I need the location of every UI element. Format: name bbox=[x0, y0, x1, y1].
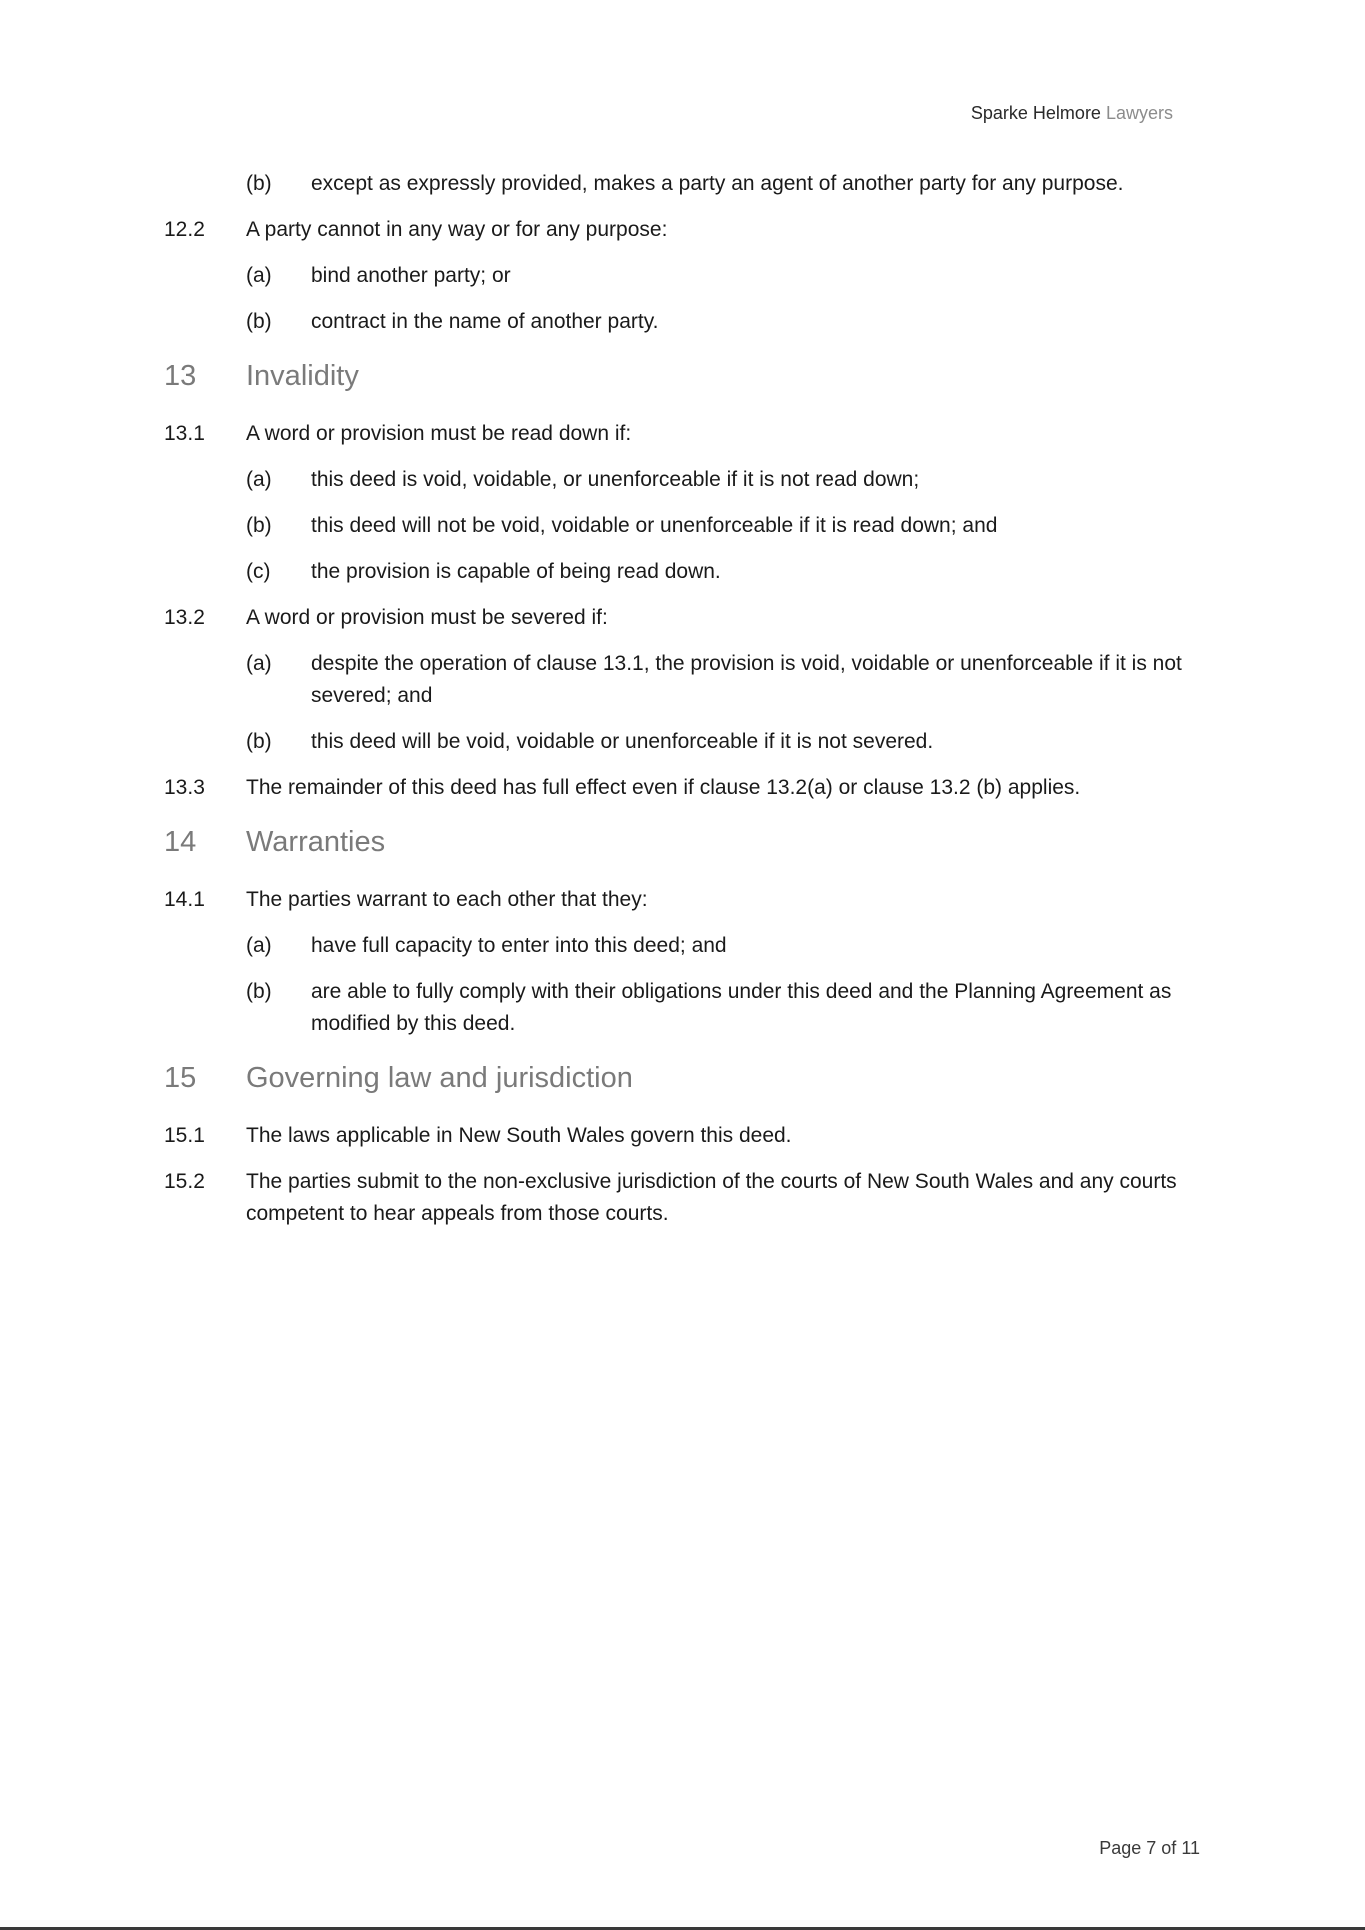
clause-number: 13.1 bbox=[164, 422, 205, 445]
clause-14-1-a bbox=[164, 930, 1204, 962]
clause-text: The parties warrant to each other that they: bbox=[246, 888, 648, 911]
clause-12-1-b bbox=[164, 168, 1204, 200]
clause-15-2 bbox=[164, 1166, 1204, 1230]
clause-label: (a) bbox=[246, 264, 272, 287]
clause-text: contract in the name of another party. bbox=[311, 310, 659, 333]
clause-14-1-b bbox=[164, 976, 1204, 1040]
clause-text: despite the operation of clause 13.1, the provision is void, voidable or unenforceable if it is not severed; and bbox=[311, 652, 1182, 707]
clause-text: A word or provision must be read down if: bbox=[246, 422, 632, 445]
clause-text: have full capacity to enter into this deed; and bbox=[311, 934, 727, 957]
clause-12-2-a bbox=[164, 260, 1204, 292]
clause-text: the provision is capable of being read down. bbox=[311, 560, 721, 583]
clause-number: 14.1 bbox=[164, 888, 205, 911]
clause-number: 12.2 bbox=[164, 218, 205, 241]
clause-text: are able to fully comply with their obligations under this deed and the Planning Agreement as modified by this deed. bbox=[311, 980, 1172, 1035]
section-heading-13 bbox=[164, 356, 1204, 396]
clause-text: except as expressly provided, makes a party an agent of another party for any purpose. bbox=[311, 172, 1124, 195]
section-number: 13 bbox=[164, 360, 197, 392]
clause-text: The parties submit to the non-exclusive jurisdiction of the courts of New South Wales and any courts competent to hear appeals from those courts. bbox=[246, 1170, 1177, 1225]
clause-label: (a) bbox=[246, 934, 272, 957]
clause-label: (b) bbox=[246, 310, 272, 333]
section-title: Warranties bbox=[246, 826, 386, 858]
section-heading-14 bbox=[164, 822, 1204, 862]
clause-13-2-b bbox=[164, 726, 1204, 758]
firm-name: Sparke Helmore bbox=[970, 103, 1101, 123]
section-title: Governing law and jurisdiction bbox=[246, 1062, 633, 1094]
clause-number: 13.2 bbox=[164, 606, 205, 629]
page-header bbox=[971, 103, 1173, 124]
clause-12-2 bbox=[164, 214, 1204, 246]
clause-13-3 bbox=[164, 772, 1204, 804]
clause-text: A party cannot in any way or for any purpose: bbox=[246, 218, 668, 241]
clause-text: The remainder of this deed has full effect even if clause 13.2(a) or clause 13.2 (b) applies. bbox=[246, 776, 1081, 799]
clause-13-1-c bbox=[164, 556, 1204, 588]
clause-label: (a) bbox=[246, 652, 272, 675]
clause-13-2 bbox=[164, 602, 1204, 634]
page-number: Page 7 of 11 bbox=[1099, 1838, 1200, 1858]
clause-label: (a) bbox=[246, 468, 272, 491]
clause-number: 13.3 bbox=[164, 776, 205, 799]
clause-13-1-b bbox=[164, 510, 1204, 542]
document-body bbox=[164, 168, 1204, 1230]
clause-label: (c) bbox=[246, 560, 271, 583]
clause-label: (b) bbox=[246, 980, 272, 1003]
clause-text: A word or provision must be severed if: bbox=[246, 606, 608, 629]
clause-15-1 bbox=[164, 1120, 1204, 1152]
clause-label: (b) bbox=[246, 730, 272, 753]
clause-text: this deed will be void, voidable or unenforceable if it is not severed. bbox=[311, 730, 934, 753]
clause-label: (b) bbox=[246, 514, 272, 537]
firm-suffix: Lawyers bbox=[1105, 103, 1173, 123]
clause-text: this deed will not be void, voidable or unenforceable if it is read down; and bbox=[311, 514, 998, 537]
clause-label: (b) bbox=[246, 172, 272, 195]
clause-13-2-a bbox=[164, 648, 1204, 712]
section-title: Invalidity bbox=[246, 360, 359, 392]
clause-text: bind another party; or bbox=[311, 264, 511, 287]
clause-text: The laws applicable in New South Wales govern this deed. bbox=[246, 1124, 792, 1147]
clause-13-1-a bbox=[164, 464, 1204, 496]
clause-number: 15.1 bbox=[164, 1124, 205, 1147]
clause-text: this deed is void, voidable, or unenforceable if it is not read down; bbox=[311, 468, 920, 491]
clause-number: 15.2 bbox=[164, 1170, 205, 1193]
section-heading-15 bbox=[164, 1058, 1204, 1098]
clause-13-1 bbox=[164, 418, 1204, 450]
clause-12-2-b bbox=[164, 306, 1204, 338]
clause-14-1 bbox=[164, 884, 1204, 916]
section-number: 15 bbox=[164, 1062, 197, 1094]
section-number: 14 bbox=[164, 826, 197, 858]
